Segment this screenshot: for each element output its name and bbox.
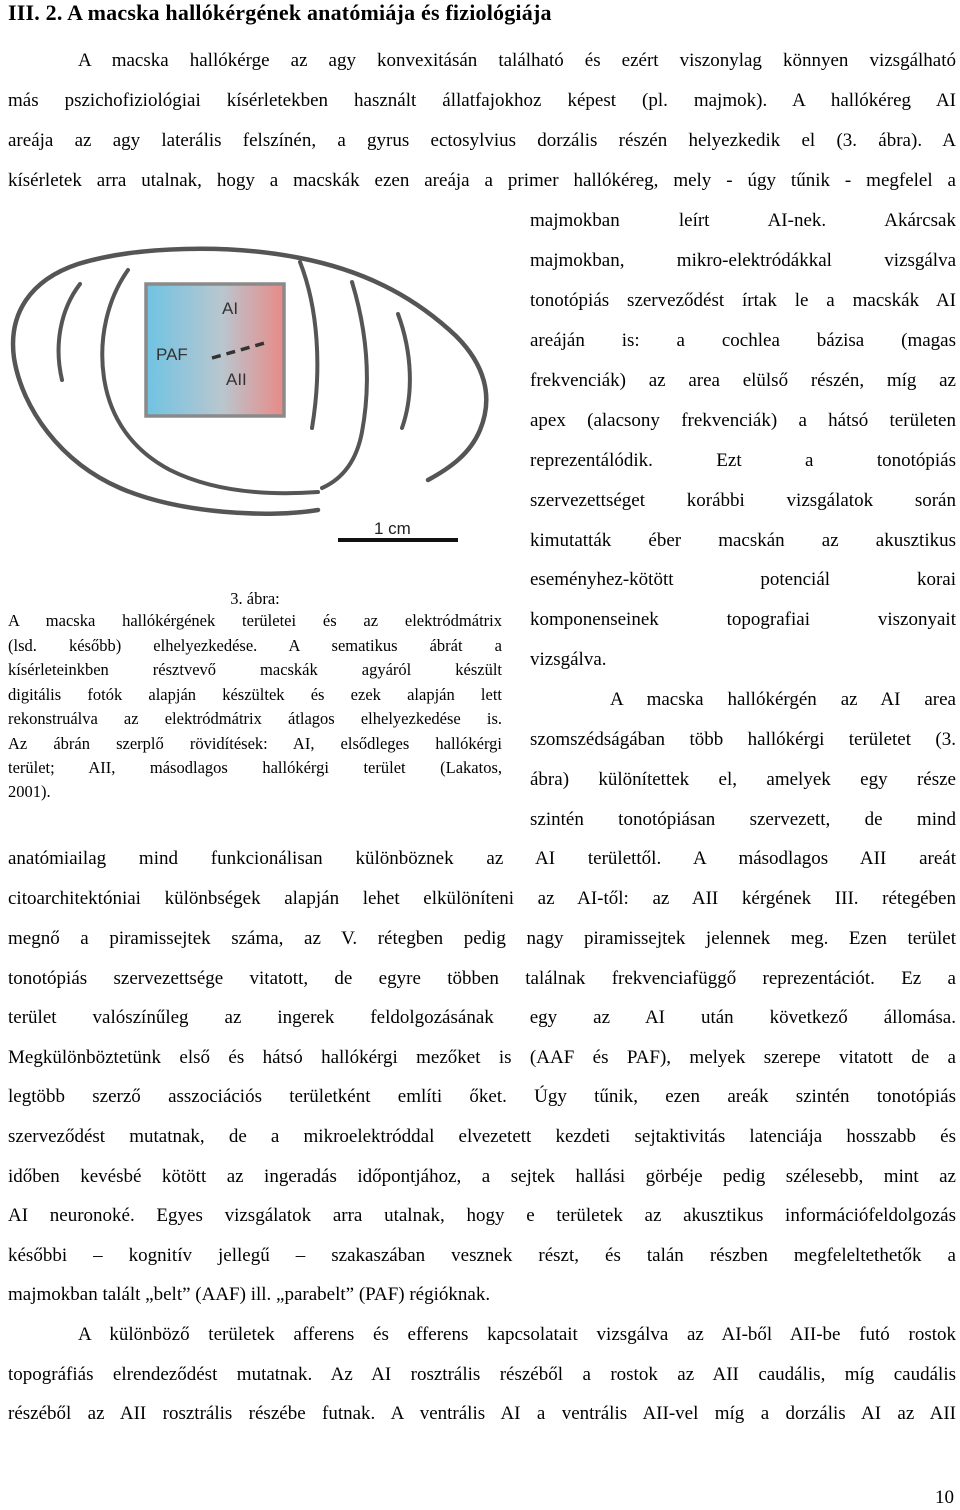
figure-caption-line: digitális fotók alapján készültek és ezek alapján lett	[8, 685, 502, 704]
figure-caption-line: Az ábrán szerplő rövidítések: AI, elsődleges hallókérgi	[8, 734, 502, 753]
right-column-line: majmokban, mikro-elektródákkal vizsgálva	[530, 250, 956, 271]
right-column-line: kimutatták éber macskán az akusztikus	[530, 530, 956, 551]
figure-caption-line: (lsd. később) elhelyezkedése. A sematikus ábrát a	[8, 636, 502, 655]
section-heading: III. 2. A macska hallókérgének anatómiája és fiziológiája	[8, 0, 552, 25]
right-column-line: frekvenciák) az area elülső részén, míg az	[530, 370, 956, 391]
figure-caption-line: 2001).	[8, 782, 51, 801]
body-line: megnő a piramissejtek száma, az V. rétegben pedig nagy piramissejtek jelennek meg. Ezen terület	[8, 928, 956, 949]
right-column-line: tonotópiás szerveződést írtak le a macskák AI	[530, 290, 956, 311]
body-line: időben kevésbé kötött az ingeradás időpontjához, a sejtek hallási görbéje pedig szélesebb, mint az	[8, 1166, 956, 1187]
right-column-line: eseményhez-kötött potenciál korai	[530, 569, 956, 590]
body-line: részéből az AII rosztrális részébe futnak. A ventrális AI a ventrális AII-vel míg a dorzális AI az AII	[8, 1403, 956, 1424]
scale-bar-label: 1 cm	[374, 519, 411, 538]
aii-label: AII	[226, 370, 247, 389]
body-line: szerveződést mutatnak, de a mikroelektróddal elvezetett kezdeti sejtaktivitás latenciája hosszabb és	[8, 1126, 956, 1147]
right-column-line: majmokban leírt AI-nek. Akárcsak	[530, 210, 956, 231]
sulcus-line	[398, 314, 410, 428]
intro-line: A macska hallókérge az agy konvexitásán található és ezért viszonylag könnyen vizsgálható	[78, 50, 956, 71]
right-column-line: vizsgálva.	[530, 649, 607, 670]
right-column-line: szintén tonotópiásan szervezett, de mind	[530, 809, 956, 830]
body-line: majmokban talált „belt” (AAF) ill. „parabelt” (PAF) régióknak.	[8, 1284, 491, 1305]
intro-line: más pszichofiziológiai kísérletekben használt állatfajokhoz képest (pl. majmok). A hallókéreg AI	[8, 90, 956, 111]
sulcus-line	[322, 282, 367, 488]
body-line: későbbi – kognitív jellegű – szakaszában vesznek részt, és talán részben megfeleltethetők a	[8, 1245, 956, 1266]
intro-line: areája az agy laterális felszínén, a gyrus ectosylvius dorzális részén helyezkedik el (3. ábra). A	[8, 130, 956, 151]
right-column-line: komponenseinek topografiai viszonyait	[530, 609, 956, 630]
body-line: anatómiailag mind funkcionálisan különböznek az AI területtől. A másodlagos AII areát	[8, 848, 956, 869]
paf-label: PAF	[156, 345, 188, 364]
body-line: Megkülönböztetünk első és hátsó hallókérgi mezőket is (AAF és PAF), melyek szerepe vitatott de a	[8, 1047, 956, 1068]
figure-caption-line: terület; AII, másodlagos hallókérgi terület (Lakatos,	[8, 758, 502, 777]
right-column-line: ábra) különítettek el, amelyek egy része	[530, 769, 956, 790]
body-line: citoarchitektóniai különbségek alapján lehet elkülöníteni az AI-től: az AII kérgének III. rétegében	[8, 888, 956, 909]
figure-caption-line: A macska hallókérgének területei és az elektródmátrix	[8, 611, 502, 630]
right-column-line: apex (alacsony frekvenciák) a hátsó területen	[530, 410, 956, 431]
sulcus-line	[300, 262, 317, 428]
body-line: legtöbb szerző asszociációs területként említi őket. Úgy tűnik, ezen areák szintén tonotópiás	[8, 1086, 956, 1107]
figure-caption-title: 3. ábra:	[230, 589, 280, 608]
right-column-line: szervezettséget korábbi vizsgálatok során	[530, 490, 956, 511]
brain-figure	[0, 218, 512, 578]
page-number: 10	[935, 1487, 954, 1508]
right-column-line: A macska hallókérgén az AI area	[610, 689, 956, 710]
right-column-line: areáján is: a cochlea bázisa (magas	[530, 330, 956, 351]
right-column-line: szomszédságában több hallókérgi területet (3.	[530, 729, 956, 750]
body-line: terület valószínűleg az ingerek feldolgozásának egy az AI után következő állomása.	[8, 1007, 956, 1028]
right-column-line: reprezentálódik. Ezt a tonotópiás	[530, 450, 956, 471]
figure-caption-line: kísérleteinkben résztvevő macskák agyáról készült	[8, 660, 502, 679]
body-line: AI neuronoké. Egyes vizsgálatok arra utalnak, hogy e területek az akusztikus információfeldolgozás	[8, 1205, 956, 1226]
sulcus-line	[59, 284, 80, 380]
body-line: tonotópiás szervezettsége vitatott, de egyre többen találnak frekvenciafüggő reprezentációt. Ez a	[8, 968, 956, 989]
figure-caption-line: rekonstruálva az elektródmátrix átlagos elhelyezkedése is.	[8, 709, 502, 728]
intro-line: kísérletek arra utalnak, hogy a macskák ezen areája a primer hallókéreg, mely - úgy tűnik - megfelel a	[8, 170, 956, 191]
ai-label: AI	[222, 299, 239, 318]
body-line: A különböző területek afferens és efferens kapcsolatait vizsgálva az AI-ből AII-be futó rostok	[78, 1324, 956, 1345]
body-line: topográfiás elrendeződést mutatnak. Az AI rosztrális részéből a rostok az AII caudális, míg caudális	[8, 1364, 956, 1385]
